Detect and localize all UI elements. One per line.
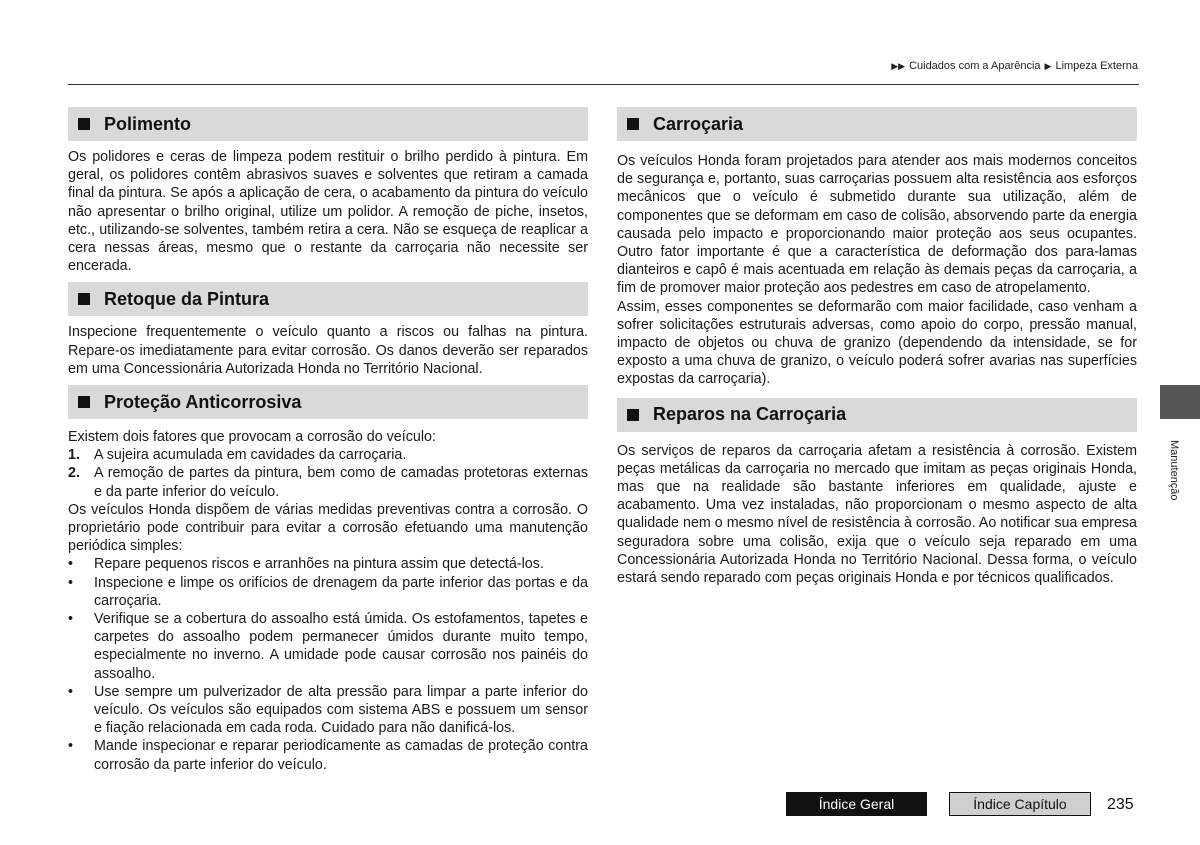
list-text: A sujeira acumulada em cavidades da carroçaria. — [94, 447, 407, 464]
carrocaria-body-2: Assim, esses componentes se deformarão com maior facilidade, caso venham a sofrer solicitações estruturais adversas, como apoio do corpo, pressão manual, impacto de objetos ou chuva de granizo (dependendo da intensidade, se for exposto a uma chuva de granizo, o veículo poderá sofrer avarias nas superfícies expostas da carroçaria). — [617, 298, 1137, 388]
list-item — [68, 683, 588, 738]
section-title: Proteção Anticorrosiva — [104, 391, 302, 412]
list-item — [68, 574, 588, 610]
breadcrumb-item-care[interactable]: Cuidados com a Aparência — [909, 60, 1041, 72]
list-item — [68, 610, 588, 683]
carrocaria-body-1: Os veículos Honda foram projetados para atender aos mais modernos conceitos de segurança e, portanto, suas carroçarias possuem alta resistência aos esforços mecânicos que o veículo é submetido durante sua utilização, além de componentes que se deformam em caso de colisão, absorvendo parte da energia causada pelo impacto e proporcionando maior proteção aos seus ocupantes. Outro fator importante é que a característica de deformação dos para-lamas dianteiros e capô é mais acentuada em relação às demais peças da carroçaria, a fim de promover maior proteção aos pedestres em caso de atropelamento. — [617, 153, 1137, 297]
section-header-carrocaria — [617, 107, 1137, 141]
list-number: 2. — [68, 465, 80, 482]
protecao-intro: Existem dois fatores que provocam a corrosão do veículo: — [68, 429, 436, 446]
section-header-polimento — [68, 107, 588, 141]
list-text: Use sempre um pulverizador de alta pressão para limpar a parte inferior do veículo. Os veículos são equipados com sistema ABS e possuem um sensor e fiação relacionada em cada roda. Cuidado para não danificá-los. — [94, 683, 588, 737]
section-title: Polimento — [104, 113, 192, 134]
triangle-right-icon: ▶ — [1044, 60, 1052, 71]
list-text: Inspecione e limpe os orifícios de drenagem da parte inferior das portas e da carroçaria. — [94, 574, 588, 609]
list-text: Mande inspecionar e reparar periodicamente as camadas de proteção contra corrosão da parte inferior do veículo. — [94, 738, 588, 773]
section-header-protecao — [68, 385, 588, 419]
list-item — [68, 737, 588, 773]
bullet-icon: • — [68, 738, 74, 755]
chapter-tab-marker[interactable] — [1160, 385, 1200, 419]
bullet-icon: • — [68, 611, 74, 628]
bullet-icon: • — [68, 683, 74, 700]
retoque-body: Inspecione frequentemente o veículo quanto a riscos ou falhas na pintura. Repare-os imediatamente para evitar corrosão. Os danos deverão ser reparados em uma Concessionária Autorizada Honda no Território Nacional. — [68, 324, 588, 377]
protecao-content — [68, 428, 588, 774]
double-triangle-right-icon: ▶▶ — [891, 60, 906, 71]
breadcrumb-item-exterior-cleaning[interactable]: Limpeza Externa — [1055, 60, 1138, 72]
bullet-icon: • — [68, 556, 74, 573]
bullet-icon: • — [68, 574, 74, 591]
breadcrumb — [891, 60, 1138, 72]
section-header-reparos — [617, 398, 1137, 432]
section-title: Carroçaria — [653, 113, 744, 134]
reparos-body: Os serviços de reparos da carroçaria afetam a resistência à corrosão. Existem peças metálicas da carroçaria no mercado que imitam as peças originais Honda, mas que na realidade são bastante inferiores em qualidade, ajuste e acabamento. Uma vez instaladas, não proporcionam o mesmo aspecto de alta qualidade nem o mesmo nível de resistência à corrosão. Ao notificar sua empresa seguradora sobre uma colisão, exija que o veículo seja reparado em uma Concessionária Autorizada Honda no Território Nacional. Dessa forma, o veículo estará sendo reparado com peças originais Honda e por técnicos qualificados. — [617, 442, 1137, 587]
left-column — [68, 107, 588, 774]
list-item — [68, 464, 588, 500]
list-item — [68, 446, 588, 464]
chapter-tab-label: Manutenção — [1168, 440, 1180, 501]
list-text: Repare pequenos riscos e arranhões na pintura assim que detectá-los. — [94, 556, 544, 573]
square-bullet-icon — [78, 293, 90, 305]
index-general-button[interactable]: Índice Geral — [786, 792, 927, 816]
list-text: A remoção de partes da pintura, bem como de camadas protetoras externas e da parte inferior do veículo. — [94, 465, 588, 500]
square-bullet-icon — [627, 118, 639, 130]
section-title: Retoque da Pintura — [104, 288, 270, 309]
section-header-retoque — [68, 282, 588, 316]
protecao-middle: Os veículos Honda dispõem de várias medidas preventivas contra a corrosão. O proprietário pode contribuir para evitar a corrosão efetuando uma manutenção periódica simples: — [68, 501, 588, 555]
list-number: 1. — [68, 447, 80, 464]
square-bullet-icon — [627, 409, 639, 421]
right-column — [617, 107, 1137, 594]
header-rule — [68, 84, 1139, 85]
polimento-body: Os polidores e ceras de limpeza podem restituir o brilho perdido à pintura. Em geral, os polidores contêm abrasivos suaves e solventes que retiram a camada final da pintura. Se após a aplicação de cera, o acabamento da pintura do veículo não apresentar o brilho original, utilize um polidor. A remoção de piche, insetos, etc., utilizando-se solventes, também retira a cera. Não se esqueça de reaplicar a cera nessas áreas, mesmo que o restante da carroçaria não necessite ser encerada. — [68, 149, 588, 275]
square-bullet-icon — [78, 118, 90, 130]
index-chapter-button[interactable]: Índice Capítulo — [949, 792, 1091, 816]
square-bullet-icon — [78, 396, 90, 408]
list-item — [68, 555, 588, 573]
section-title: Reparos na Carroçaria — [653, 404, 847, 425]
page-number: 235 — [1107, 796, 1134, 813]
list-text: Verifique se a cobertura do assoalho está úmida. Os estofamentos, tapetes e carpetes do assoalho podem permanecer úmidos durante muito tempo, especialmente no inverno. A umidade pode causar corrosão nos painéis do assoalho. — [94, 611, 588, 682]
